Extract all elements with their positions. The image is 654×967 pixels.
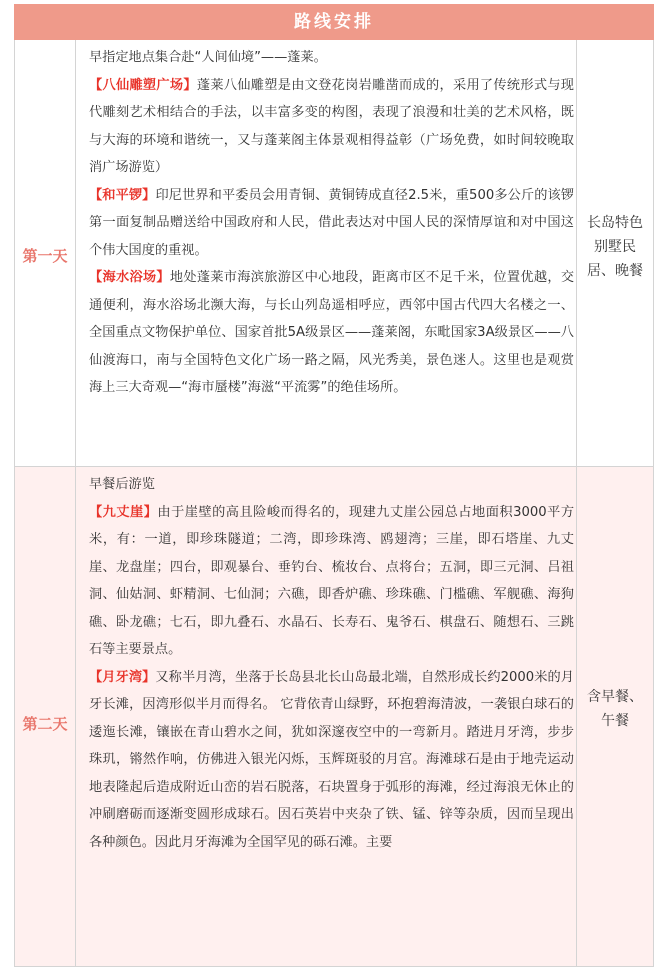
attraction-name: 【八仙雕塑广场】 [89, 77, 197, 93]
attraction-paragraph [89, 72, 574, 182]
meal-info [577, 40, 653, 466]
attraction-name: 【和平锣】 [89, 187, 156, 203]
itinerary-table [14, 4, 654, 967]
meal-text: 长岛特色别墅民居、晚餐 [587, 215, 643, 279]
attraction-name: 【海水浴场】 [89, 270, 170, 285]
attraction-description: 由于崖壁的高且险峻而得名的，现建九丈崖公园总占地面积3000平方米，有：一道，即珍珠隧道；二湾，即珍珠湾、鸥翅湾；三崖，即石塔崖、九丈崖、龙盘崖；四台，即观暴台、垂钓台、梳妆台、点将台；五洞，即三元洞、吕祖洞、仙姑洞、虾精洞、七仙洞；六礁，即香炉礁、珍珠礁、门槛礁、军舰礁、海狗礁、卧龙礁；七石，即九叠石、水晶石、长寿石、鬼爷石、棋盘石、随想石、三跳石等主要景点。 [89, 504, 575, 657]
attraction-name: 【月牙湾】 [89, 669, 156, 685]
day-intro: 早指定地点集合赴“人间仙境”——蓬莱。 [89, 50, 327, 65]
meal-info [577, 467, 653, 966]
day-intro: 早餐后游览 [89, 477, 155, 492]
attraction-paragraph [89, 499, 574, 664]
day-label-text: 第一天 [22, 246, 68, 265]
meal-text: 含早餐、午餐 [587, 689, 643, 729]
day-label [15, 467, 76, 966]
attraction-description: 蓬莱八仙雕塑是由文登花岗岩雕凿而成的，采用了传统形式与现代雕刻艺术相结合的手法，以丰富多变的构图，表现了浪漫和壮美的艺术风格，既与大海的环境和谐统一，又与蓬莱阁主体景观相得益彰（广场免费，如时间较晚取消广场游览） [89, 77, 574, 175]
attraction-name: 【九丈崖】 [89, 504, 158, 520]
day-content [76, 467, 577, 966]
attraction-paragraph [89, 264, 574, 402]
attraction-description: 又称半月湾，坐落于长岛县北长山岛最北端，自然形成长约2000米的月牙长滩，因湾形似半月而得名。 它背依青山绿野，环抱碧海清波，一袭银白球石的逶迤长滩，镶嵌在青山碧水之间，犹如深邃夜空中的一弯新月。踏进月牙湾，步步珠玑，锵然作响，仿佛进入银光闪烁，玉辉斑驳的月宫。海滩球石是由于地壳运动地表隆起后造成附近山峦的岩石脱落，石块置身于弧形的海滩，经过海浪无休止的冲刷磨砺而逐渐变圆形成球石。因石英岩中夹杂了铁、锰、锌等杂质，因而呈现出各种颜色。因此月牙海滩为全国罕见的砾石滩。主要 [89, 669, 574, 850]
attraction-paragraph [89, 182, 574, 265]
table-header: 路线安排 [14, 4, 654, 40]
attraction-paragraph [89, 664, 574, 857]
day-row [14, 467, 654, 967]
day-label [15, 40, 76, 466]
day-content [76, 40, 577, 466]
day-row [14, 40, 654, 467]
attraction-description: 地处蓬莱市海滨旅游区中心地段，距离市区不足千米，位置优越，交通便利，海水浴场北濒大海，与长山列岛遥相呼应，西邻中国古代四大名楼之一、全国重点文物保护单位、国家首批5A级景区——蓬莱阁，东毗国家3A级景区——八仙渡海口，南与全国特色文化广场一路之隔，风光秀美，景色迷人。这里也是观赏海上三大奇观—“海市蜃楼”海滋“平流雾”的绝佳场所。 [89, 270, 575, 395]
day-label-text: 第二天 [22, 715, 68, 733]
attraction-description: 印尼世界和平委员会用青铜、黄铜铸成直径2.5米，重500多公斤的该锣第一面复制品赠送给中国政府和人民，借此表达对中国人民的深情厚谊和对中国这个伟大国度的重视。 [89, 187, 574, 258]
